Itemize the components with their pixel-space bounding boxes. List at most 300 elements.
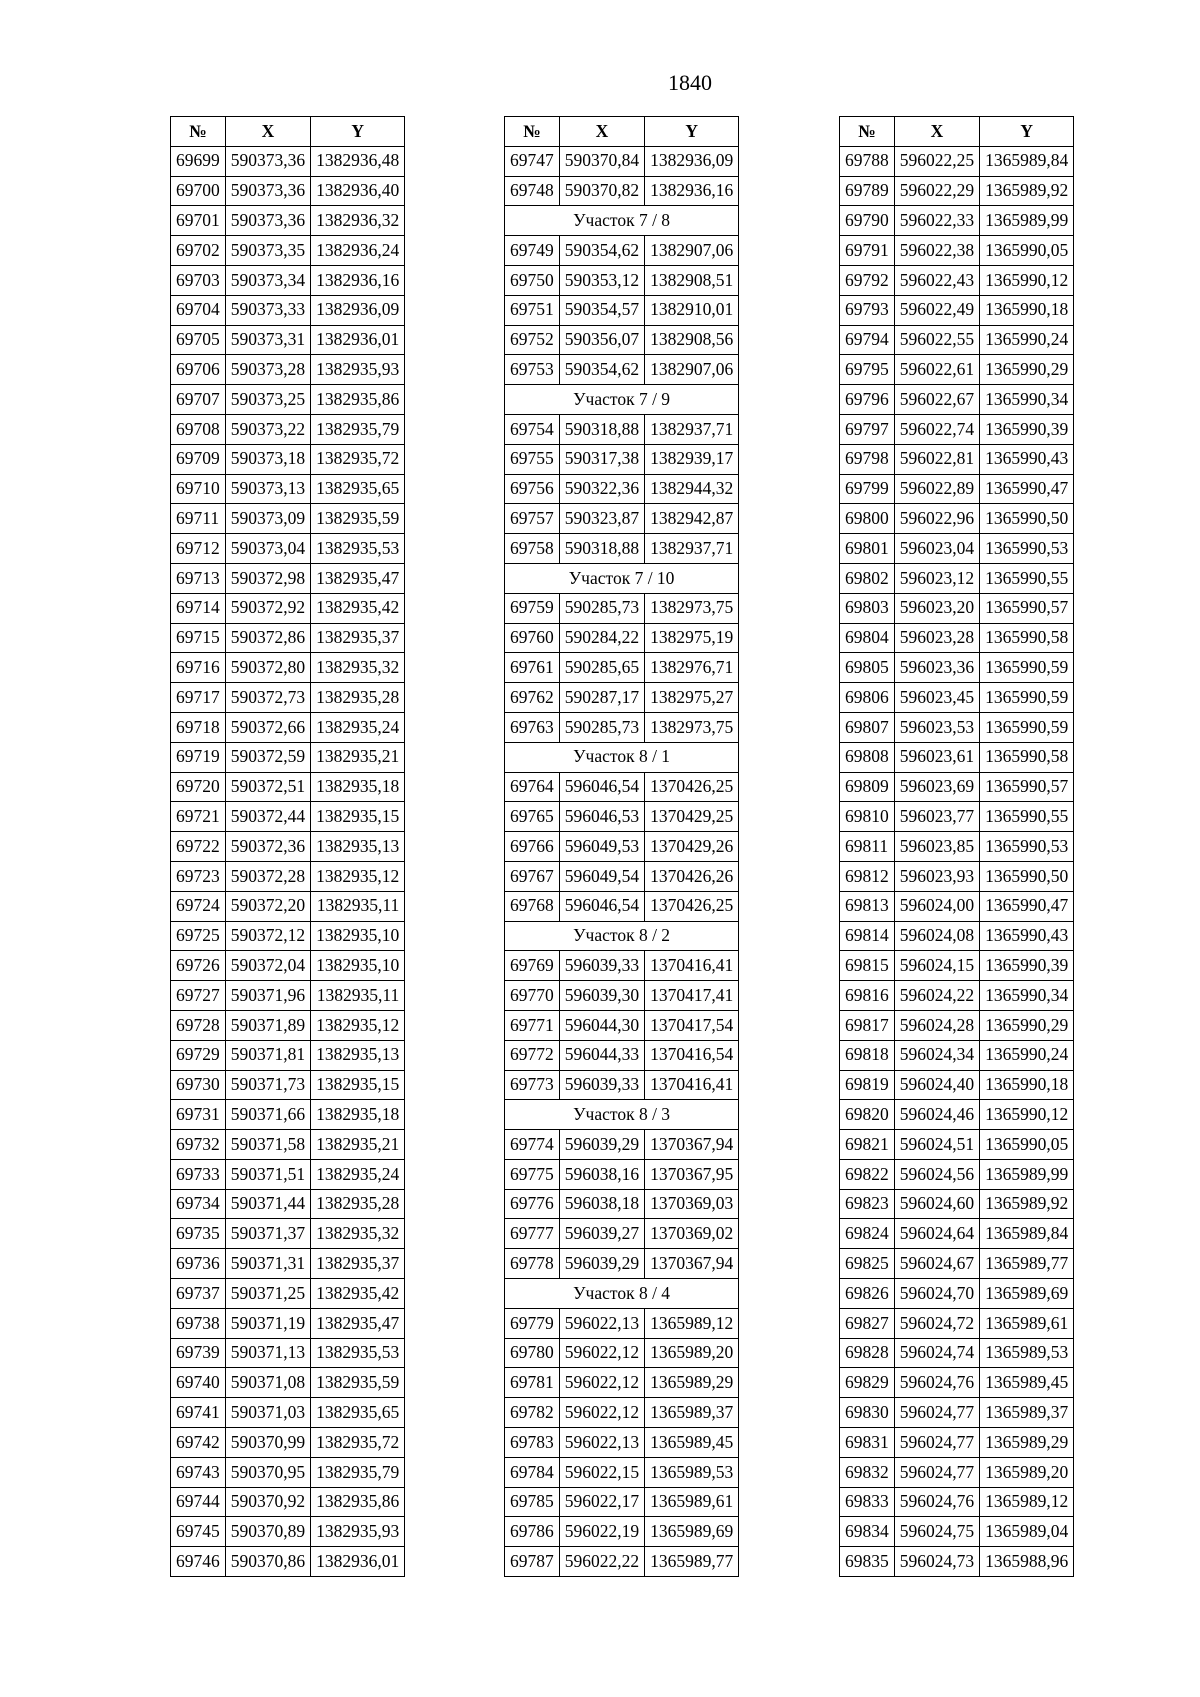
table-row bbox=[505, 653, 739, 683]
y-coordinate: 1382935,86 bbox=[311, 385, 405, 415]
section-title: Участок 7 / 10 bbox=[505, 563, 739, 593]
y-coordinate: 1382935,18 bbox=[311, 772, 405, 802]
y-coordinate: 1382975,27 bbox=[645, 683, 739, 713]
y-coordinate: 1365990,39 bbox=[980, 414, 1074, 444]
point-number: 69832 bbox=[840, 1457, 895, 1487]
y-coordinate: 1365990,55 bbox=[980, 563, 1074, 593]
x-coordinate: 596022,17 bbox=[559, 1487, 644, 1517]
point-number: 69773 bbox=[505, 1070, 560, 1100]
table-row bbox=[840, 1398, 1074, 1428]
point-number: 69714 bbox=[171, 593, 226, 623]
table-header-row bbox=[840, 117, 1074, 147]
table-row bbox=[505, 712, 739, 742]
table-row bbox=[171, 206, 405, 236]
table-row bbox=[840, 1547, 1074, 1577]
x-coordinate: 590372,92 bbox=[225, 593, 310, 623]
table-row bbox=[840, 1010, 1074, 1040]
point-number: 69781 bbox=[505, 1368, 560, 1398]
table-row bbox=[505, 1398, 739, 1428]
x-coordinate: 596024,72 bbox=[894, 1308, 979, 1338]
point-number: 69712 bbox=[171, 534, 226, 564]
x-coordinate: 590372,20 bbox=[225, 891, 310, 921]
y-coordinate: 1382937,71 bbox=[645, 414, 739, 444]
x-coordinate: 590371,13 bbox=[225, 1338, 310, 1368]
x-coordinate: 596024,73 bbox=[894, 1547, 979, 1577]
table-row bbox=[840, 951, 1074, 981]
section-row bbox=[505, 1279, 739, 1309]
x-coordinate: 596024,76 bbox=[894, 1368, 979, 1398]
point-number: 69796 bbox=[840, 385, 895, 415]
point-number: 69786 bbox=[505, 1517, 560, 1547]
point-number: 69707 bbox=[171, 385, 226, 415]
x-coordinate: 596022,25 bbox=[894, 146, 979, 176]
point-number: 69805 bbox=[840, 653, 895, 683]
x-coordinate: 596022,49 bbox=[894, 295, 979, 325]
y-coordinate: 1370367,94 bbox=[645, 1249, 739, 1279]
table-row bbox=[171, 146, 405, 176]
table-row bbox=[505, 1517, 739, 1547]
table-row bbox=[505, 593, 739, 623]
table-row bbox=[840, 1189, 1074, 1219]
x-coordinate: 596022,43 bbox=[894, 265, 979, 295]
table-row bbox=[171, 1189, 405, 1219]
table-row bbox=[840, 832, 1074, 862]
x-coordinate: 596023,61 bbox=[894, 742, 979, 772]
point-number: 69822 bbox=[840, 1159, 895, 1189]
table-row bbox=[171, 623, 405, 653]
y-coordinate: 1365989,53 bbox=[645, 1457, 739, 1487]
table-row bbox=[840, 146, 1074, 176]
y-coordinate: 1365989,61 bbox=[645, 1487, 739, 1517]
point-number: 69826 bbox=[840, 1279, 895, 1309]
point-number: 69810 bbox=[840, 802, 895, 832]
y-coordinate: 1382935,93 bbox=[311, 1517, 405, 1547]
y-coordinate: 1365990,58 bbox=[980, 623, 1074, 653]
table-row bbox=[505, 146, 739, 176]
table-row bbox=[505, 683, 739, 713]
x-coordinate: 590373,25 bbox=[225, 385, 310, 415]
header-y: Y bbox=[645, 117, 739, 147]
table-row bbox=[171, 1308, 405, 1338]
y-coordinate: 1382936,16 bbox=[645, 176, 739, 206]
x-coordinate: 590370,99 bbox=[225, 1428, 310, 1458]
x-coordinate: 590372,66 bbox=[225, 712, 310, 742]
table-row bbox=[840, 504, 1074, 534]
y-coordinate: 1365990,29 bbox=[980, 355, 1074, 385]
table-row bbox=[840, 355, 1074, 385]
point-number: 69717 bbox=[171, 683, 226, 713]
point-number: 69806 bbox=[840, 683, 895, 713]
point-number: 69729 bbox=[171, 1040, 226, 1070]
x-coordinate: 596039,33 bbox=[559, 951, 644, 981]
x-coordinate: 590372,12 bbox=[225, 921, 310, 951]
point-number: 69774 bbox=[505, 1130, 560, 1160]
x-coordinate: 590371,58 bbox=[225, 1130, 310, 1160]
x-coordinate: 590372,86 bbox=[225, 623, 310, 653]
y-coordinate: 1382935,47 bbox=[311, 1308, 405, 1338]
table-row bbox=[840, 861, 1074, 891]
y-coordinate: 1382935,42 bbox=[311, 1279, 405, 1309]
point-number: 69797 bbox=[840, 414, 895, 444]
x-coordinate: 590371,66 bbox=[225, 1100, 310, 1130]
point-number: 69823 bbox=[840, 1189, 895, 1219]
y-coordinate: 1382935,65 bbox=[311, 1398, 405, 1428]
table-row bbox=[505, 1368, 739, 1398]
y-coordinate: 1370416,54 bbox=[645, 1040, 739, 1070]
point-number: 69770 bbox=[505, 981, 560, 1011]
y-coordinate: 1370417,41 bbox=[645, 981, 739, 1011]
x-coordinate: 596024,60 bbox=[894, 1189, 979, 1219]
table-row bbox=[505, 414, 739, 444]
x-coordinate: 590372,80 bbox=[225, 653, 310, 683]
y-coordinate: 1382935,32 bbox=[311, 653, 405, 683]
x-coordinate: 596023,77 bbox=[894, 802, 979, 832]
point-number: 69708 bbox=[171, 414, 226, 444]
header-no: № bbox=[505, 117, 560, 147]
table-row bbox=[840, 1457, 1074, 1487]
section-title: Участок 8 / 2 bbox=[505, 921, 739, 951]
table-row bbox=[505, 623, 739, 653]
table-row bbox=[505, 176, 739, 206]
y-coordinate: 1382935,28 bbox=[311, 683, 405, 713]
y-coordinate: 1382935,93 bbox=[311, 355, 405, 385]
table-row bbox=[171, 772, 405, 802]
y-coordinate: 1382907,06 bbox=[645, 355, 739, 385]
point-number: 69763 bbox=[505, 712, 560, 742]
section-row bbox=[505, 921, 739, 951]
y-coordinate: 1382935,18 bbox=[311, 1100, 405, 1130]
y-coordinate: 1382935,11 bbox=[311, 981, 405, 1011]
table-row bbox=[171, 1249, 405, 1279]
y-coordinate: 1382935,65 bbox=[311, 474, 405, 504]
table-row bbox=[171, 1010, 405, 1040]
x-coordinate: 596024,76 bbox=[894, 1487, 979, 1517]
y-coordinate: 1365989,45 bbox=[980, 1368, 1074, 1398]
y-coordinate: 1365990,18 bbox=[980, 1070, 1074, 1100]
table-row bbox=[840, 1517, 1074, 1547]
table-row bbox=[505, 981, 739, 1011]
point-number: 69804 bbox=[840, 623, 895, 653]
point-number: 69778 bbox=[505, 1249, 560, 1279]
point-number: 69820 bbox=[840, 1100, 895, 1130]
table-row bbox=[840, 444, 1074, 474]
point-number: 69706 bbox=[171, 355, 226, 385]
y-coordinate: 1382935,37 bbox=[311, 623, 405, 653]
x-coordinate: 596024,34 bbox=[894, 1040, 979, 1070]
point-number: 69733 bbox=[171, 1159, 226, 1189]
point-number: 69807 bbox=[840, 712, 895, 742]
y-coordinate: 1382936,01 bbox=[311, 325, 405, 355]
x-coordinate: 596023,93 bbox=[894, 861, 979, 891]
y-coordinate: 1365990,58 bbox=[980, 742, 1074, 772]
point-number: 69741 bbox=[171, 1398, 226, 1428]
y-coordinate: 1382936,09 bbox=[311, 295, 405, 325]
y-coordinate: 1382936,01 bbox=[311, 1547, 405, 1577]
y-coordinate: 1370417,54 bbox=[645, 1010, 739, 1040]
x-coordinate: 596022,12 bbox=[559, 1338, 644, 1368]
y-coordinate: 1382935,86 bbox=[311, 1487, 405, 1517]
point-number: 69744 bbox=[171, 1487, 226, 1517]
table-row bbox=[840, 1279, 1074, 1309]
y-coordinate: 1365990,29 bbox=[980, 1010, 1074, 1040]
y-coordinate: 1382935,72 bbox=[311, 444, 405, 474]
point-number: 69747 bbox=[505, 146, 560, 176]
point-number: 69815 bbox=[840, 951, 895, 981]
table-row bbox=[840, 414, 1074, 444]
x-coordinate: 596024,56 bbox=[894, 1159, 979, 1189]
table-row bbox=[840, 265, 1074, 295]
section-row bbox=[505, 206, 739, 236]
header-x: X bbox=[559, 117, 644, 147]
x-coordinate: 596024,70 bbox=[894, 1279, 979, 1309]
y-coordinate: 1382935,37 bbox=[311, 1249, 405, 1279]
page-number: 1840 bbox=[668, 70, 712, 95]
y-coordinate: 1382935,47 bbox=[311, 563, 405, 593]
point-number: 69792 bbox=[840, 265, 895, 295]
x-coordinate: 596023,04 bbox=[894, 534, 979, 564]
y-coordinate: 1365989,29 bbox=[980, 1428, 1074, 1458]
x-coordinate: 596039,33 bbox=[559, 1070, 644, 1100]
y-coordinate: 1382935,12 bbox=[311, 1010, 405, 1040]
x-coordinate: 590372,28 bbox=[225, 861, 310, 891]
table-row bbox=[840, 1368, 1074, 1398]
y-coordinate: 1365990,59 bbox=[980, 653, 1074, 683]
point-number: 69700 bbox=[171, 176, 226, 206]
table-row bbox=[840, 1040, 1074, 1070]
x-coordinate: 590370,82 bbox=[559, 176, 644, 206]
point-number: 69833 bbox=[840, 1487, 895, 1517]
x-coordinate: 596022,33 bbox=[894, 206, 979, 236]
y-coordinate: 1382935,79 bbox=[311, 1457, 405, 1487]
y-coordinate: 1382935,21 bbox=[311, 1130, 405, 1160]
table-row bbox=[840, 802, 1074, 832]
point-number: 69738 bbox=[171, 1308, 226, 1338]
table-row bbox=[171, 444, 405, 474]
table-row bbox=[505, 1010, 739, 1040]
y-coordinate: 1365990,24 bbox=[980, 1040, 1074, 1070]
y-coordinate: 1365989,77 bbox=[645, 1547, 739, 1577]
point-number: 69753 bbox=[505, 355, 560, 385]
table-row bbox=[840, 1100, 1074, 1130]
header-y: Y bbox=[980, 117, 1074, 147]
y-coordinate: 1365989,84 bbox=[980, 146, 1074, 176]
y-coordinate: 1382944,32 bbox=[645, 474, 739, 504]
y-coordinate: 1382936,09 bbox=[645, 146, 739, 176]
x-coordinate: 596024,15 bbox=[894, 951, 979, 981]
table-row bbox=[840, 295, 1074, 325]
y-coordinate: 1382936,16 bbox=[311, 265, 405, 295]
y-coordinate: 1365988,96 bbox=[980, 1547, 1074, 1577]
point-number: 69791 bbox=[840, 236, 895, 266]
x-coordinate: 590373,33 bbox=[225, 295, 310, 325]
y-coordinate: 1382935,59 bbox=[311, 504, 405, 534]
x-coordinate: 596024,22 bbox=[894, 981, 979, 1011]
y-coordinate: 1365990,59 bbox=[980, 683, 1074, 713]
table-row bbox=[840, 742, 1074, 772]
table-row bbox=[505, 891, 739, 921]
y-coordinate: 1365990,18 bbox=[980, 295, 1074, 325]
section-row bbox=[505, 1100, 739, 1130]
y-coordinate: 1382907,06 bbox=[645, 236, 739, 266]
point-number: 69730 bbox=[171, 1070, 226, 1100]
point-number: 69798 bbox=[840, 444, 895, 474]
x-coordinate: 596022,13 bbox=[559, 1428, 644, 1458]
y-coordinate: 1365990,50 bbox=[980, 504, 1074, 534]
point-number: 69784 bbox=[505, 1457, 560, 1487]
y-coordinate: 1382935,13 bbox=[311, 832, 405, 862]
x-coordinate: 590371,03 bbox=[225, 1398, 310, 1428]
table-row bbox=[840, 1428, 1074, 1458]
y-coordinate: 1382976,71 bbox=[645, 653, 739, 683]
x-coordinate: 596024,77 bbox=[894, 1398, 979, 1428]
table-row bbox=[171, 593, 405, 623]
point-number: 69709 bbox=[171, 444, 226, 474]
x-coordinate: 590373,36 bbox=[225, 206, 310, 236]
point-number: 69802 bbox=[840, 563, 895, 593]
table-row bbox=[171, 236, 405, 266]
table-row bbox=[171, 683, 405, 713]
point-number: 69705 bbox=[171, 325, 226, 355]
x-coordinate: 590372,51 bbox=[225, 772, 310, 802]
table-row bbox=[171, 1428, 405, 1458]
y-coordinate: 1382936,32 bbox=[311, 206, 405, 236]
y-coordinate: 1370367,95 bbox=[645, 1159, 739, 1189]
x-coordinate: 596022,12 bbox=[559, 1368, 644, 1398]
x-coordinate: 596024,08 bbox=[894, 921, 979, 951]
table-row bbox=[171, 981, 405, 1011]
point-number: 69812 bbox=[840, 861, 895, 891]
x-coordinate: 590370,95 bbox=[225, 1457, 310, 1487]
x-coordinate: 596022,74 bbox=[894, 414, 979, 444]
x-coordinate: 590371,89 bbox=[225, 1010, 310, 1040]
y-coordinate: 1365989,61 bbox=[980, 1308, 1074, 1338]
x-coordinate: 596022,19 bbox=[559, 1517, 644, 1547]
table-header-row bbox=[171, 117, 405, 147]
y-coordinate: 1365989,29 bbox=[645, 1368, 739, 1398]
point-number: 69783 bbox=[505, 1428, 560, 1458]
x-coordinate: 590371,08 bbox=[225, 1368, 310, 1398]
table-row bbox=[171, 1457, 405, 1487]
table-row bbox=[505, 1487, 739, 1517]
y-coordinate: 1365989,20 bbox=[980, 1457, 1074, 1487]
y-coordinate: 1365990,34 bbox=[980, 981, 1074, 1011]
table-row bbox=[505, 534, 739, 564]
table-row bbox=[840, 772, 1074, 802]
y-coordinate: 1365989,69 bbox=[645, 1517, 739, 1547]
point-number: 69828 bbox=[840, 1338, 895, 1368]
point-number: 69710 bbox=[171, 474, 226, 504]
table-row bbox=[840, 1249, 1074, 1279]
y-coordinate: 1365990,59 bbox=[980, 712, 1074, 742]
x-coordinate: 590373,18 bbox=[225, 444, 310, 474]
table-row bbox=[171, 534, 405, 564]
x-coordinate: 596049,53 bbox=[559, 832, 644, 862]
table-row bbox=[171, 295, 405, 325]
table-row bbox=[840, 891, 1074, 921]
table-row bbox=[171, 1100, 405, 1130]
x-coordinate: 596024,67 bbox=[894, 1249, 979, 1279]
point-number: 69745 bbox=[171, 1517, 226, 1547]
y-coordinate: 1365990,34 bbox=[980, 385, 1074, 415]
y-coordinate: 1365989,99 bbox=[980, 1159, 1074, 1189]
y-coordinate: 1382935,11 bbox=[311, 891, 405, 921]
point-number: 69713 bbox=[171, 563, 226, 593]
y-coordinate: 1382935,10 bbox=[311, 921, 405, 951]
table-row bbox=[840, 712, 1074, 742]
table-row bbox=[840, 1487, 1074, 1517]
table-row bbox=[840, 653, 1074, 683]
x-coordinate: 590372,98 bbox=[225, 563, 310, 593]
y-coordinate: 1365990,57 bbox=[980, 593, 1074, 623]
x-coordinate: 596023,12 bbox=[894, 563, 979, 593]
table-row bbox=[505, 265, 739, 295]
y-coordinate: 1382935,12 bbox=[311, 861, 405, 891]
x-coordinate: 596044,33 bbox=[559, 1040, 644, 1070]
x-coordinate: 590371,19 bbox=[225, 1308, 310, 1338]
x-coordinate: 596024,28 bbox=[894, 1010, 979, 1040]
point-number: 69720 bbox=[171, 772, 226, 802]
table-row bbox=[171, 891, 405, 921]
point-number: 69739 bbox=[171, 1338, 226, 1368]
y-coordinate: 1382935,79 bbox=[311, 414, 405, 444]
x-coordinate: 590373,22 bbox=[225, 414, 310, 444]
y-coordinate: 1382908,56 bbox=[645, 325, 739, 355]
point-number: 69704 bbox=[171, 295, 226, 325]
point-number: 69801 bbox=[840, 534, 895, 564]
table-row bbox=[505, 1308, 739, 1338]
coordinate-table bbox=[504, 116, 739, 1577]
x-coordinate: 596044,30 bbox=[559, 1010, 644, 1040]
x-coordinate: 596022,13 bbox=[559, 1308, 644, 1338]
table-row bbox=[171, 474, 405, 504]
x-coordinate: 590371,96 bbox=[225, 981, 310, 1011]
x-coordinate: 590370,86 bbox=[225, 1547, 310, 1577]
point-number: 69746 bbox=[171, 1547, 226, 1577]
table-row bbox=[171, 921, 405, 951]
point-number: 69702 bbox=[171, 236, 226, 266]
table-row bbox=[171, 802, 405, 832]
point-number: 69754 bbox=[505, 414, 560, 444]
point-number: 69750 bbox=[505, 265, 560, 295]
y-coordinate: 1365989,37 bbox=[980, 1398, 1074, 1428]
point-number: 69761 bbox=[505, 653, 560, 683]
y-coordinate: 1365989,92 bbox=[980, 1189, 1074, 1219]
table-row bbox=[171, 861, 405, 891]
point-number: 69814 bbox=[840, 921, 895, 951]
table-row bbox=[840, 1219, 1074, 1249]
y-coordinate: 1365989,04 bbox=[980, 1517, 1074, 1547]
point-number: 69787 bbox=[505, 1547, 560, 1577]
x-coordinate: 596022,89 bbox=[894, 474, 979, 504]
y-coordinate: 1370426,26 bbox=[645, 861, 739, 891]
y-coordinate: 1382935,53 bbox=[311, 1338, 405, 1368]
point-number: 69732 bbox=[171, 1130, 226, 1160]
section-row bbox=[505, 563, 739, 593]
point-number: 69716 bbox=[171, 653, 226, 683]
y-coordinate: 1382936,40 bbox=[311, 176, 405, 206]
x-coordinate: 590285,73 bbox=[559, 712, 644, 742]
y-coordinate: 1382935,24 bbox=[311, 712, 405, 742]
x-coordinate: 590284,22 bbox=[559, 623, 644, 653]
y-coordinate: 1382939,17 bbox=[645, 444, 739, 474]
y-coordinate: 1382975,19 bbox=[645, 623, 739, 653]
section-title: Участок 7 / 8 bbox=[505, 206, 739, 236]
table-row bbox=[171, 742, 405, 772]
x-coordinate: 596023,69 bbox=[894, 772, 979, 802]
table-row bbox=[840, 325, 1074, 355]
table-row bbox=[505, 236, 739, 266]
coordinate-table bbox=[839, 116, 1074, 1577]
